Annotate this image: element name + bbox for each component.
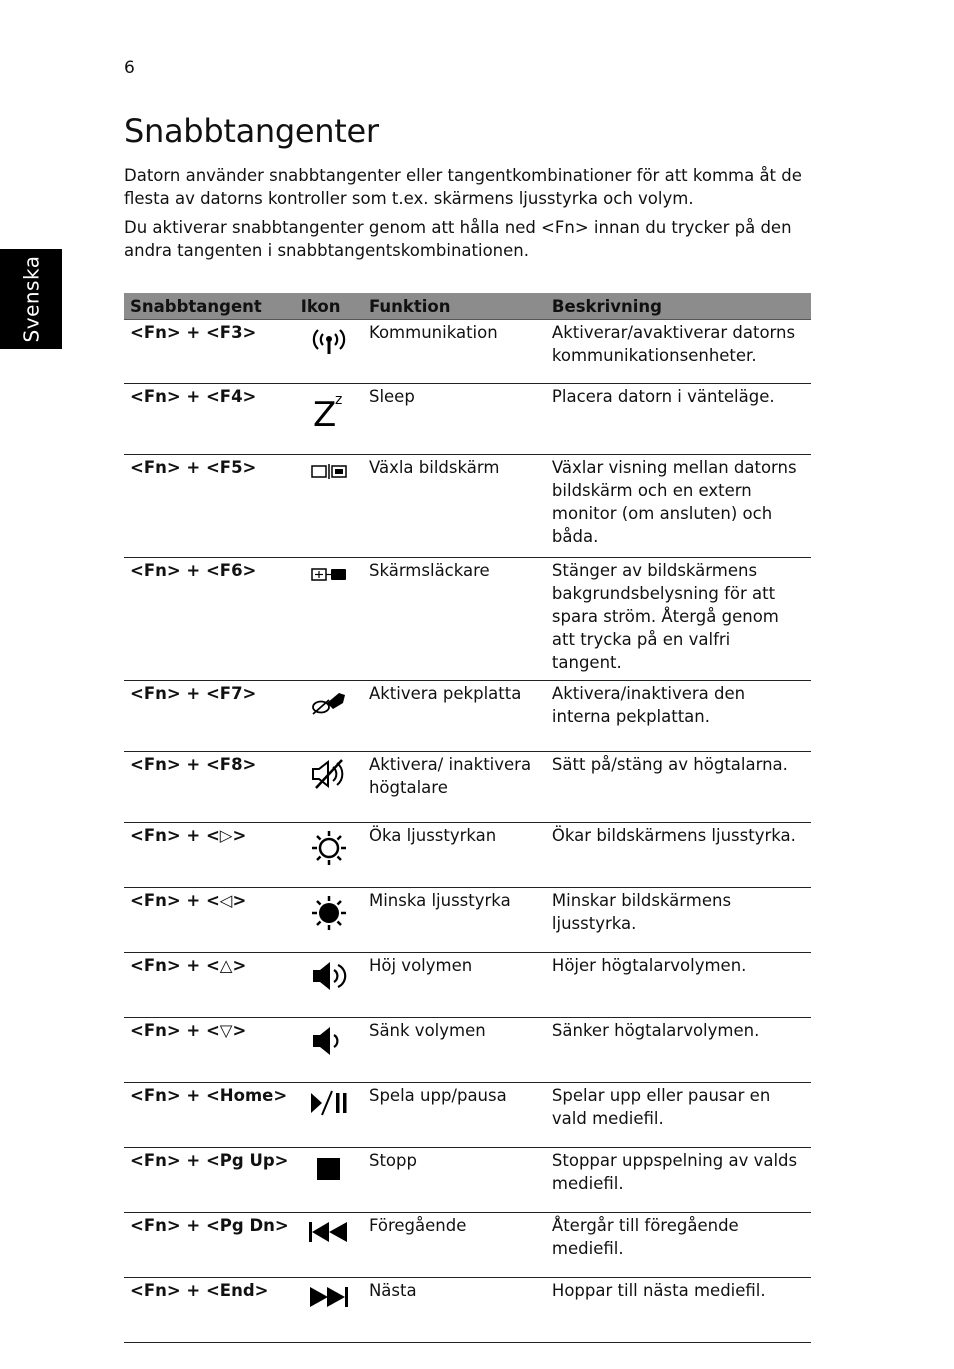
description-cell: Växlar visning mellan datorns bildskärm och en extern monitor (om ansluten) och båda. (546, 455, 811, 558)
function-cell: Höj volymen (363, 953, 546, 1018)
table-row (124, 953, 811, 1018)
hotkey-cell: <Fn> + <Pg Dn> (124, 1213, 295, 1278)
header-description: Beskrivning (546, 293, 811, 320)
table-row (124, 1018, 811, 1083)
display-toggle-icon (309, 461, 349, 483)
hotkey-cell: <Fn> + <▽> (124, 1018, 295, 1083)
table-row (124, 1213, 811, 1278)
description-cell: Placera datorn i vänteläge. (546, 384, 811, 455)
brightness-up-icon (310, 829, 348, 867)
description-cell: Aktivera/inaktivera den interna pekplattan. (546, 681, 811, 752)
brightness-down-icon (310, 894, 348, 932)
intro-paragraph: Datorn använder snabbtangenter eller tangentkombinationer för att komma åt de flesta av datorns kontroller som t.ex. skärmens ljusstyrka och volym. (124, 166, 802, 208)
function-cell: Minska ljusstyrka (363, 888, 546, 953)
svg-text:Z: Z (312, 395, 337, 430)
svg-text:z: z (334, 392, 343, 408)
description-cell: Hoppar till nästa mediefil. (546, 1278, 811, 1343)
table-row (124, 1148, 811, 1213)
hotkey-cell: <Fn> + <F4> (124, 384, 295, 455)
header-function: Funktion (363, 293, 546, 320)
page-number: 6 (124, 58, 135, 78)
description-cell: Ökar bildskärmens ljusstyrka. (546, 823, 811, 888)
sleep-icon (311, 390, 347, 430)
function-cell: Aktivera/ inaktivera högtalare (363, 752, 546, 823)
hotkey-cell: <Fn> + <F7> (124, 681, 295, 752)
function-cell: Skärmsläckare (363, 558, 546, 681)
language-side-tab-label: Svenska (19, 255, 44, 343)
function-cell: Sänk volymen (363, 1018, 546, 1083)
table-row (124, 888, 811, 953)
screen-blank-icon (309, 564, 349, 586)
table-row (124, 823, 811, 888)
stop-icon (314, 1154, 344, 1184)
table-row (124, 384, 811, 455)
function-cell: Kommunikation (363, 320, 546, 384)
volume-up-icon (310, 959, 348, 993)
hotkey-cell: <Fn> + <▷> (124, 823, 295, 888)
description-cell: Återgår till föregående mediefil. (546, 1213, 811, 1278)
table-row (124, 681, 811, 752)
table-header-row (124, 293, 811, 320)
hotkey-table (124, 293, 811, 1343)
hotkey-cell: <Fn> + <Home> (124, 1083, 295, 1148)
function-cell: Stopp (363, 1148, 546, 1213)
table-row (124, 1083, 811, 1148)
hotkey-cell: <Fn> + <◁> (124, 888, 295, 953)
description-cell: Sänker högtalarvolymen. (546, 1018, 811, 1083)
function-cell: Föregående (363, 1213, 546, 1278)
description-cell: Spelar upp eller pausar en vald mediefil. (546, 1083, 811, 1148)
description-cell: Sätt på/stäng av högtalarna. (546, 752, 811, 823)
hotkey-cell: <Fn> + <F6> (124, 558, 295, 681)
function-cell: Öka ljusstyrkan (363, 823, 546, 888)
table-row (124, 1278, 811, 1343)
table-row (124, 455, 811, 558)
hotkey-cell: <Fn> + <F5> (124, 455, 295, 558)
description-cell: Stoppar uppspelning av valds mediefil. (546, 1148, 811, 1213)
volume-down-icon (310, 1024, 348, 1058)
description-cell: Stänger av bildskärmens bakgrundsbelysning för att spara ström. Återgå genom att trycka på en valfri tangent. (546, 558, 811, 681)
intro-paragraph: Du aktiverar snabbtangenter genom att hålla ned <Fn> innan du trycker på den andra tangenten i snabbtangentskombinationen. (124, 218, 792, 260)
table-row (124, 320, 811, 384)
function-cell: Spela upp/pausa (363, 1083, 546, 1148)
function-cell: Nästa (363, 1278, 546, 1343)
header-hotkey: Snabbtangent (124, 293, 295, 320)
function-cell: Aktivera pekplatta (363, 681, 546, 752)
hotkey-cell: <Fn> + <△> (124, 953, 295, 1018)
touchpad-toggle-icon (309, 687, 349, 717)
table-row (124, 752, 811, 823)
page-title: Snabbtangenter (124, 112, 379, 150)
wireless-communication-icon (311, 326, 347, 358)
next-track-icon (307, 1284, 351, 1310)
hotkey-cell: <Fn> + <End> (124, 1278, 295, 1343)
speaker-mute-icon (310, 758, 348, 790)
function-cell: Sleep (363, 384, 546, 455)
table-row (124, 558, 811, 681)
hotkey-cell: <Fn> + <F3> (124, 320, 295, 384)
description-cell: Höjer högtalarvolymen. (546, 953, 811, 1018)
description-cell: Minskar bildskärmens ljusstyrka. (546, 888, 811, 953)
header-icon: Ikon (295, 293, 363, 320)
hotkey-cell: <Fn> + <F8> (124, 752, 295, 823)
previous-track-icon (307, 1219, 351, 1245)
language-side-tab (0, 249, 62, 349)
hotkey-cell: <Fn> + <Pg Up> (124, 1148, 295, 1213)
intro-text (124, 164, 814, 268)
play-pause-icon (308, 1089, 350, 1117)
description-cell: Aktiverar/avaktiverar datorns kommunikationsenheter. (546, 320, 811, 384)
function-cell: Växla bildskärm (363, 455, 546, 558)
